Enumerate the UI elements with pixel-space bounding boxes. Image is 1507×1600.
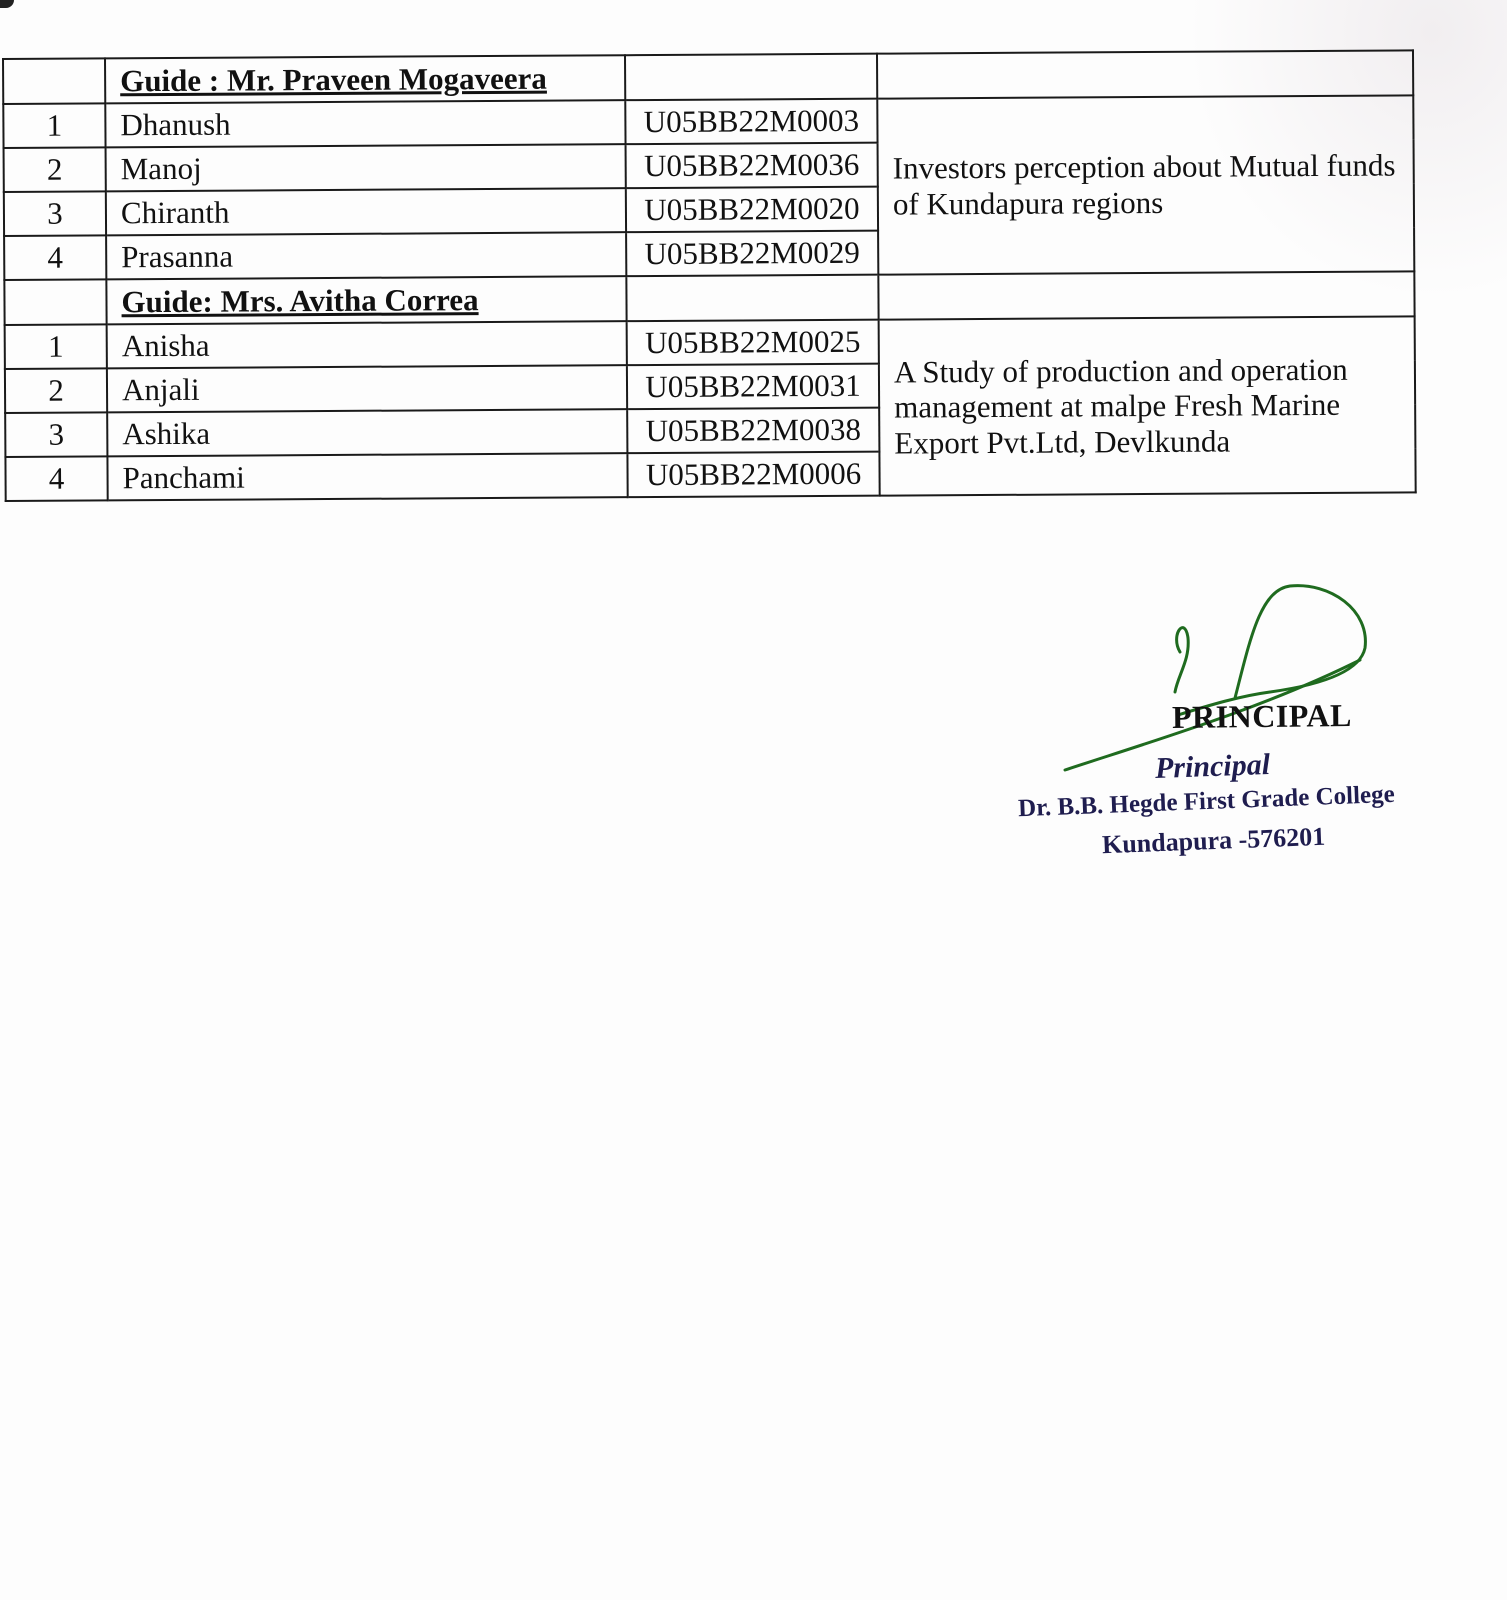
principal-title: PRINCIPAL: [1171, 697, 1353, 735]
student-name: Anjali: [107, 365, 627, 412]
student-name: Dhanush: [105, 100, 625, 147]
table-row: [3, 95, 1413, 148]
table-row: [5, 316, 1415, 369]
stamp-place: Kundapura -576201: [1101, 821, 1326, 860]
register-number: U05BB22M0038: [627, 408, 879, 454]
empty-cell: [877, 50, 1413, 98]
guide-cell: [105, 55, 625, 103]
guide-cell: [106, 276, 626, 324]
signature-loop-large: [1178, 586, 1365, 715]
register-number: U05BB22M0025: [627, 320, 879, 366]
project-allotment-table: [2, 49, 1417, 502]
student-name: Chiranth: [106, 188, 626, 235]
register-number: U05BB22M0003: [625, 99, 877, 145]
stamp-role: Principal: [1154, 748, 1271, 785]
serial-number: 4: [4, 235, 106, 280]
serial-number: 1: [5, 324, 107, 369]
serial-number: 2: [5, 368, 107, 413]
register-number: U05BB22M0036: [626, 143, 878, 189]
serial-number: 3: [4, 191, 106, 236]
corner-mark: [0, 0, 14, 8]
register-number: U05BB22M0020: [626, 187, 878, 233]
serial-number: 3: [5, 412, 107, 457]
empty-cell: [626, 275, 878, 322]
student-name: Ashika: [107, 409, 627, 456]
register-number: U05BB22M0006: [627, 452, 879, 498]
register-number: U05BB22M0031: [627, 364, 879, 410]
signature-strokes: [1065, 586, 1365, 770]
project-topic: Investors perception about Mutual funds of Kundapura regions: [877, 95, 1414, 274]
guide-title: Guide: Mrs. Avitha Correa: [121, 281, 479, 319]
serial-number: 1: [3, 103, 105, 148]
serial-number: 2: [4, 147, 106, 192]
empty-cell: [4, 279, 106, 325]
principal-signature-block: [1000, 580, 1460, 860]
student-name: Panchami: [107, 453, 627, 500]
register-number: U05BB22M0029: [626, 231, 878, 277]
student-name: Prasanna: [106, 232, 626, 279]
empty-cell: [878, 271, 1414, 319]
student-name: Anisha: [107, 321, 627, 368]
signature-loop-small: [1175, 628, 1188, 692]
guide-title: Guide : Mr. Praveen Mogaveera: [120, 60, 547, 98]
stamp-college-name: Dr. B.B. Hegde First Grade College: [1017, 780, 1396, 823]
serial-number: 4: [5, 456, 107, 501]
project-topic: A Study of production and operation management at malpe Fresh Marine Export Pvt.Ltd, Devlkunda: [879, 316, 1416, 495]
student-name: Manoj: [106, 144, 626, 191]
empty-cell: [625, 54, 877, 101]
empty-cell: [3, 58, 105, 104]
